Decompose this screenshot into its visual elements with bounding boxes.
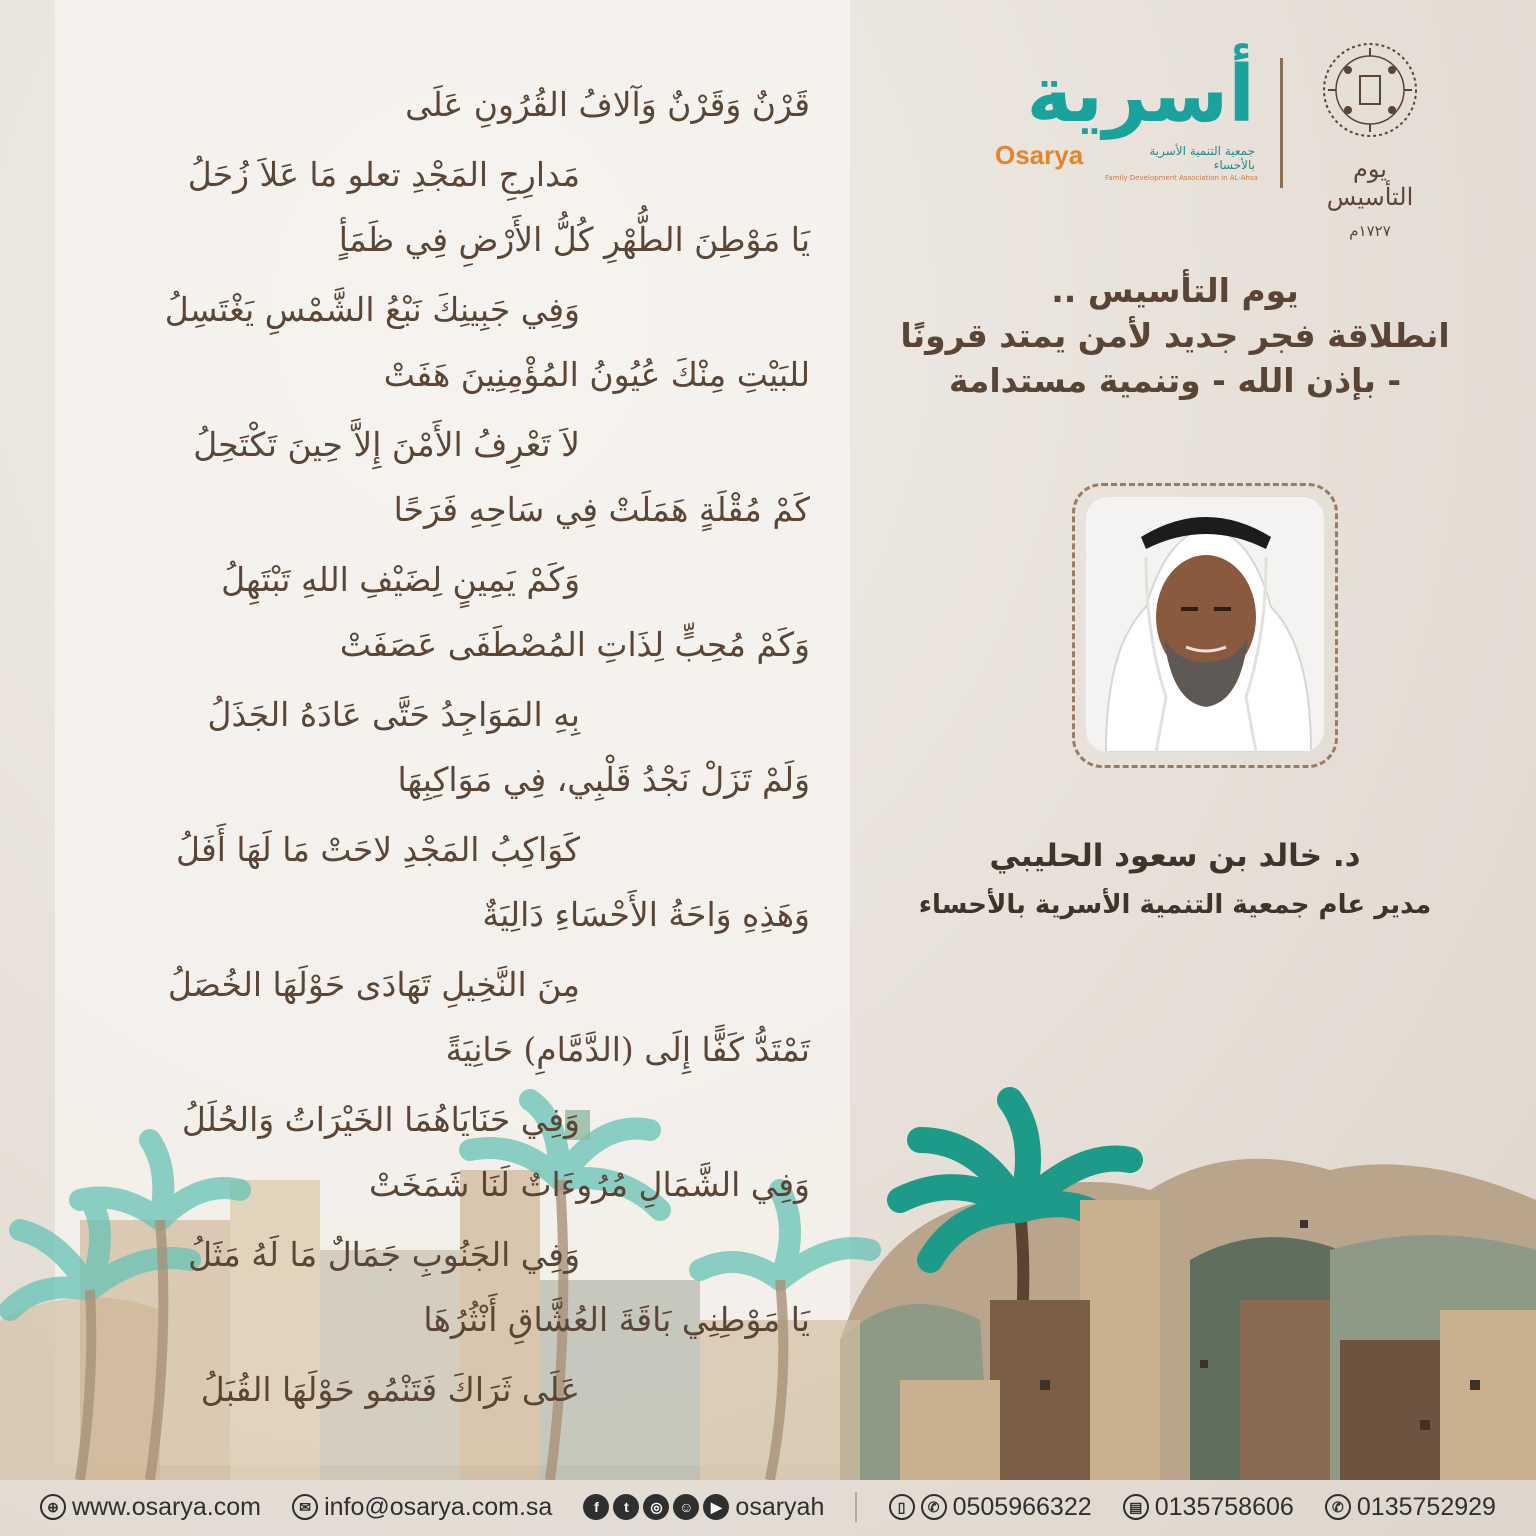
footer-divider (855, 1492, 857, 1522)
instagram-icon[interactable]: ◎ (643, 1494, 669, 1520)
author-name: د. خالد بن سعود الحليبي (989, 838, 1361, 874)
founding-day-label: يوم التأسيس (1326, 155, 1414, 211)
globe-icon: ⊕ (40, 1494, 66, 1520)
contact-footer (40, 1482, 1496, 1532)
poem-verse: وَهَذِهِ وَاحَةُ الأَحْسَاءِ دَالِيَةٌ (482, 895, 810, 934)
poem-verse: وَكَمْ يَمِينٍ لِضَيْفِ اللهِ تَبْتَهِلُ (221, 560, 580, 599)
poem-verse: يَا مَوْطِنِي بَاقَةَ العُشَّاقِ أَنْثُرُهَا (423, 1300, 810, 1339)
poem-verse: كَمْ مُقْلَةٍ هَمَلَتْ فِي سَاحِهِ فَرَحًا (393, 490, 810, 529)
email-link[interactable] (292, 1493, 552, 1522)
headline-line-2: انطلاقة فجر جديد لأمن يمتد قرونًا (900, 316, 1450, 355)
social-links (583, 1493, 824, 1522)
author-portrait (1086, 497, 1324, 752)
phone-number: 0135752929 (1356, 1492, 1496, 1521)
poem-verse: قَرْنٌ وَقَرْنٌ وَآلافُ القُرُونِ عَلَى (405, 85, 810, 124)
osarya-logo-subtitle-en: Family Development Association in AL-Ahsa (1105, 174, 1258, 182)
email-text: info@osarya.com.sa (324, 1492, 553, 1521)
mobile-phone-icon: ▯ (889, 1494, 915, 1520)
fax-number: 0135758606 (1154, 1492, 1294, 1521)
headline-line-1: يوم التأسيس .. (1051, 271, 1299, 310)
osarya-logo-arabic: أسرية (1026, 50, 1255, 140)
founding-day-seal-icon (1320, 40, 1420, 140)
poem-verse: عَلَى ثَرَاكَ فَتَنْمُو حَوْلَهَا القُبَلُ (200, 1370, 580, 1409)
osarya-logo-subtitle: جمعية التنمية الأسرية بالأحساء (1149, 144, 1255, 172)
fax-contact[interactable] (1123, 1493, 1294, 1522)
phone-icon: ✆ (1325, 1494, 1351, 1520)
founding-day-year: ١٧٢٧م (1349, 222, 1391, 240)
whatsapp-contact[interactable] (889, 1493, 1092, 1522)
poem-verse: تَمْتَدُّ كَفًّا إِلَى (الدَّمَّامِ) حَانِيَةً (445, 1030, 810, 1069)
poem-verse: لاَ تَعْرِفُ الأَمْنَ إِلاَّ حِينَ تَكْتَحِلُ (193, 425, 580, 464)
headline-line-3: - بإذن الله - وتنمية مستدامة (948, 361, 1402, 400)
envelope-icon: ✉ (292, 1494, 318, 1520)
website-text: www.osarya.com (72, 1492, 261, 1521)
poem-verse: وَفِي الشَّمَالِ مُرُوءَاتٌ لَنَا شَمَخَتْ (368, 1165, 810, 1204)
heritage-scenery (0, 1080, 1536, 1480)
poem-verse: مِنَ النَّخِيلِ تَهَادَى حَوْلَهَا الخُصَلُ (167, 965, 580, 1004)
poem-verse: مَدارِجِ المَجْدِ تعلو مَا عَلاَ زُحَلُ (187, 155, 580, 194)
poem-verse: وَفِي حَنَايَاهُمَا الخَيْرَاتُ وَالحُلَلُ (181, 1100, 580, 1139)
facebook-icon[interactable]: f (583, 1494, 609, 1520)
whatsapp-icon: ✆ (921, 1494, 947, 1520)
poem-verse: كَوَاكِبُ المَجْدِ لاحَتْ مَا لَهَا أَفَلُ (175, 830, 580, 869)
youtube-icon[interactable]: ▶ (703, 1494, 729, 1520)
social-handle: osaryah (735, 1492, 825, 1521)
headline (880, 268, 1470, 403)
logo-divider (1280, 58, 1283, 188)
poem-verse: وَلَمْ تَزَلْ نَجْدُ قَلْبِي، فِي مَوَاكِبِهَا (397, 760, 810, 799)
website-link[interactable] (40, 1493, 261, 1522)
poem-verse: للبَيْتِ مِنْكَ عُيُونُ المُؤْمِنِينَ هَفَتْ (383, 355, 810, 394)
poem-verse: يَا مَوْطِنَ الطُّهْرِ كُلُّ الأَرْضِ فِي ظَمَأٍ (338, 220, 810, 259)
whatsapp-number: 0505966322 (952, 1492, 1092, 1521)
poem-verse: بِهِ المَوَاجِدُ حَتَّى عَادَهُ الجَذَلُ (207, 695, 580, 734)
poem-verse: وَفِي الجَنُوبِ جَمَالٌ مَا لَهُ مَثَلُ (188, 1235, 580, 1274)
poem-verse: وَكَمْ مُحِبٍّ لِذَاتِ المُصْطَفَى عَصَفَتْ (339, 625, 810, 664)
fax-icon: ▤ (1123, 1494, 1149, 1520)
portrait-illustration (1086, 497, 1324, 752)
snapchat-icon[interactable]: ☺ (673, 1494, 699, 1520)
osarya-logo-latin: Osarya (995, 140, 1084, 170)
phone-contact[interactable] (1325, 1493, 1496, 1522)
author-title: مدير عام جمعية التنمية الأسرية بالأحساء (918, 890, 1432, 920)
twitter-icon[interactable]: t (613, 1494, 639, 1520)
poem-verse: وَفِي جَبِينِكَ نَبْعُ الشَّمْسِ يَغْتَسِلُ (164, 290, 580, 329)
logo-block (985, 40, 1485, 240)
